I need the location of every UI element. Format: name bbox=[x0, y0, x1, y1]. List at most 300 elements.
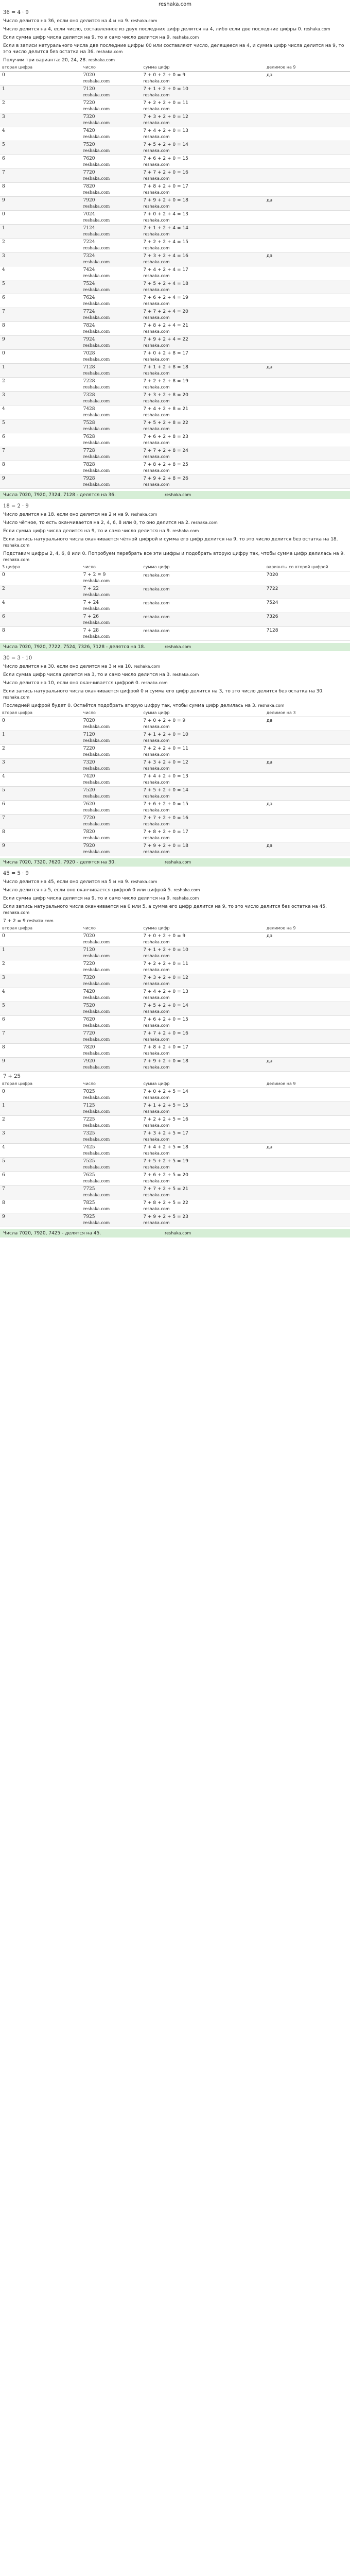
table-cell bbox=[265, 239, 350, 252]
table-cell bbox=[0, 1158, 81, 1172]
watermark-text[interactable]: reshaka.com bbox=[83, 968, 110, 972]
cell-value: 7928 bbox=[83, 476, 95, 481]
cell-value: 6 bbox=[2, 434, 5, 439]
watermark-text[interactable]: reshaka.com bbox=[83, 329, 110, 334]
watermark-text[interactable]: reshaka.com bbox=[83, 1009, 110, 1014]
table-cell bbox=[0, 1172, 81, 1185]
table-row bbox=[0, 1158, 350, 1172]
watermark-text[interactable]: reshaka.com bbox=[83, 93, 110, 97]
table-cell bbox=[141, 842, 264, 856]
intro-text: Если сумма цифр числа делится на 3, то и само число делится на 3. bbox=[3, 672, 171, 677]
watermark-text[interactable]: reshaka.com bbox=[83, 981, 110, 986]
cell-value: 7 + 7 + 2 + 0 = 16 bbox=[143, 170, 188, 175]
watermark-text[interactable]: reshaka.com bbox=[83, 482, 110, 487]
watermark-text[interactable]: reshaka.com bbox=[143, 1051, 170, 1056]
watermark-text[interactable]: reshaka.com bbox=[143, 940, 170, 944]
watermark-text[interactable]: reshaka.com bbox=[83, 371, 110, 376]
watermark-text[interactable]: reshaka.com bbox=[172, 896, 199, 901]
cell-value: 1 bbox=[2, 947, 5, 953]
watermark-text[interactable]: reshaka.com bbox=[143, 232, 170, 236]
watermark-text[interactable]: reshaka.com bbox=[83, 218, 110, 223]
table-cell bbox=[141, 127, 264, 141]
watermark-text[interactable]: reshaka.com bbox=[83, 766, 110, 771]
watermark-text[interactable]: reshaka.com bbox=[83, 1095, 110, 1100]
watermark-text[interactable]: reshaka.com bbox=[83, 1137, 110, 1142]
table-row bbox=[0, 613, 350, 627]
cell-value: 7 bbox=[2, 448, 5, 453]
table-cell bbox=[265, 571, 350, 585]
watermark-text[interactable]: reshaka.com bbox=[143, 371, 170, 376]
cell-value: 4 bbox=[2, 774, 5, 779]
watermark-text[interactable]: reshaka.com bbox=[143, 954, 170, 958]
watermark-text[interactable]: reshaka.com bbox=[143, 794, 170, 799]
watermark-text[interactable]: reshaka.com bbox=[83, 274, 110, 278]
cell-value: 7228 bbox=[83, 379, 95, 384]
cell-value: 7 + 24 bbox=[83, 600, 99, 605]
table-cell bbox=[265, 364, 350, 378]
table-cell bbox=[141, 717, 264, 731]
cell-value: 7325 bbox=[83, 1131, 95, 1136]
watermark-text[interactable]: reshaka.com bbox=[83, 752, 110, 757]
watermark-text[interactable]: reshaka.com bbox=[83, 246, 110, 250]
watermark-text[interactable]: reshaka.com bbox=[83, 79, 110, 83]
cell-value: 7 bbox=[2, 1031, 5, 1036]
watermark-text[interactable]: reshaka.com bbox=[83, 121, 110, 125]
watermark-text[interactable]: reshaka.com bbox=[143, 836, 170, 840]
watermark-text[interactable]: reshaka.com bbox=[88, 58, 115, 62]
watermark-text[interactable]: reshaka.com bbox=[83, 232, 110, 236]
table-cell bbox=[0, 419, 81, 433]
watermark-text[interactable]: reshaka.com bbox=[83, 1123, 110, 1128]
watermark-text[interactable]: reshaka.com bbox=[143, 1221, 170, 1225]
table-cell bbox=[265, 599, 350, 613]
table-cell bbox=[0, 1213, 81, 1227]
cell-value: 7620 bbox=[83, 1017, 95, 1022]
watermark-text[interactable]: reshaka.com bbox=[83, 1221, 110, 1225]
watermark-text[interactable]: reshaka.com bbox=[143, 190, 170, 195]
table-row bbox=[0, 1102, 350, 1116]
watermark-text[interactable]: reshaka.com bbox=[83, 1165, 110, 1170]
section bbox=[0, 501, 350, 653]
watermark-text[interactable]: reshaka.com bbox=[83, 287, 110, 292]
cell-value: 7 + 2 + 2 + 4 = 15 bbox=[143, 240, 188, 245]
intro-line bbox=[0, 686, 350, 701]
mid-line: 7 + 25 bbox=[3, 1074, 21, 1079]
watermark-text[interactable]: reshaka.com bbox=[83, 162, 110, 167]
table-row bbox=[0, 1199, 350, 1213]
watermark-text[interactable]: reshaka.com bbox=[143, 1137, 170, 1142]
watermark-text[interactable]: reshaka.com bbox=[83, 780, 110, 785]
table-cell bbox=[265, 280, 350, 294]
watermark-text[interactable]: reshaka.com bbox=[172, 529, 199, 533]
watermark-text[interactable]: reshaka.com bbox=[143, 1207, 170, 1211]
watermark-text[interactable]: reshaka.com bbox=[143, 329, 170, 334]
watermark-text[interactable]: reshaka.com bbox=[96, 49, 123, 54]
watermark-text[interactable]: reshaka.com bbox=[143, 148, 170, 153]
cell-value: 7 + 0 + 2 + 4 = 13 bbox=[143, 212, 188, 217]
intro-line bbox=[0, 877, 350, 885]
cell-value: 7 + 3 + 2 + 0 = 12 bbox=[143, 114, 188, 120]
watermark-text[interactable]: reshaka.com bbox=[83, 738, 110, 743]
table-cell bbox=[81, 571, 142, 585]
intro-line bbox=[0, 902, 350, 916]
table-cell bbox=[265, 842, 350, 856]
watermark-text[interactable]: reshaka.com bbox=[83, 592, 110, 597]
watermark-text[interactable]: reshaka.com bbox=[143, 615, 170, 619]
watermark-text[interactable]: reshaka.com bbox=[173, 888, 200, 892]
watermark-text[interactable]: reshaka.com bbox=[143, 121, 170, 125]
watermark-text[interactable]: reshaka.com bbox=[143, 413, 170, 417]
watermark-text[interactable]: reshaka.com bbox=[83, 399, 110, 403]
watermark-text[interactable]: reshaka.com bbox=[131, 879, 157, 884]
table-cell bbox=[141, 1116, 264, 1130]
watermark-text[interactable]: reshaka.com bbox=[83, 634, 110, 639]
column-header: число bbox=[81, 563, 142, 571]
table-cell bbox=[141, 731, 264, 745]
table-cell bbox=[141, 599, 264, 613]
watermark-text[interactable]: reshaka.com bbox=[133, 664, 161, 669]
table-cell bbox=[141, 787, 264, 801]
cell-value: 3 bbox=[2, 975, 5, 980]
watermark-text[interactable]: reshaka.com bbox=[143, 246, 170, 250]
watermark-text[interactable]: reshaka.com bbox=[165, 645, 191, 649]
table-cell bbox=[81, 127, 142, 141]
watermark-text[interactable]: reshaka.com bbox=[83, 808, 110, 812]
watermark-text[interactable]: reshaka.com bbox=[143, 968, 170, 972]
watermark-text[interactable]: reshaka.com bbox=[165, 493, 191, 497]
table-cell bbox=[265, 1044, 350, 1058]
watermark-text[interactable]: reshaka.com bbox=[83, 413, 110, 417]
watermark-text[interactable]: reshaka.com bbox=[83, 940, 110, 944]
watermark-text[interactable]: reshaka.com bbox=[165, 1231, 191, 1235]
watermark-text[interactable]: reshaka.com bbox=[3, 695, 30, 700]
watermark-text[interactable]: reshaka.com bbox=[143, 343, 170, 348]
table-cell bbox=[0, 585, 81, 599]
watermark-text[interactable]: reshaka.com bbox=[131, 19, 157, 23]
watermark-text[interactable]: reshaka.com bbox=[83, 260, 110, 264]
cell-value: 8 bbox=[2, 462, 5, 467]
watermark-text[interactable]: reshaka.com bbox=[143, 1065, 170, 1070]
cell-value: 5 bbox=[2, 281, 5, 286]
watermark-text[interactable]: reshaka.com bbox=[83, 385, 110, 389]
watermark-text[interactable]: reshaka.com bbox=[83, 343, 110, 348]
table-cell bbox=[0, 197, 81, 211]
column-header: сумма цифр bbox=[141, 924, 264, 933]
table-cell bbox=[0, 599, 81, 613]
cell-value: 7 + 2 + 2 + 0 = 11 bbox=[143, 100, 188, 106]
cell-value: да bbox=[266, 1145, 273, 1150]
cell-value: 6 bbox=[2, 614, 5, 619]
watermark-text[interactable]: reshaka.com bbox=[83, 427, 110, 431]
column-header: сумма цифр bbox=[141, 1080, 264, 1088]
watermark-text[interactable]: reshaka.com bbox=[143, 1109, 170, 1114]
cell-value: 7220 bbox=[83, 961, 95, 967]
watermark-text[interactable]: reshaka.com bbox=[258, 703, 285, 708]
cell-value: 5 bbox=[2, 1003, 5, 1008]
watermark-text[interactable]: reshaka.com bbox=[143, 482, 170, 487]
watermark-text[interactable]: reshaka.com bbox=[143, 587, 170, 591]
table-cell bbox=[0, 627, 81, 641]
watermark-text[interactable]: reshaka.com bbox=[143, 162, 170, 167]
watermark-text[interactable]: reshaka.com bbox=[143, 601, 170, 605]
watermark-text[interactable]: reshaka.com bbox=[83, 357, 110, 362]
watermark-text[interactable]: reshaka.com bbox=[83, 1037, 110, 1042]
table-row bbox=[0, 627, 350, 641]
table-cell bbox=[141, 1144, 264, 1158]
watermark-text[interactable]: reshaka.com bbox=[143, 315, 170, 320]
site-header[interactable] bbox=[0, 0, 350, 8]
table-row bbox=[0, 141, 350, 155]
watermark-text[interactable]: reshaka.com bbox=[83, 176, 110, 181]
calc-table bbox=[0, 709, 350, 856]
table-cell bbox=[0, 211, 81, 225]
watermark-text[interactable]: reshaka.com bbox=[143, 752, 170, 757]
table-cell bbox=[0, 613, 81, 627]
table-cell bbox=[81, 787, 142, 801]
table-cell bbox=[141, 433, 264, 447]
watermark-text[interactable]: reshaka.com bbox=[27, 919, 54, 923]
table-header-row bbox=[0, 1080, 350, 1088]
cell-value: 4 bbox=[2, 600, 5, 605]
watermark-text[interactable]: reshaka.com bbox=[3, 543, 30, 548]
table-header-row bbox=[0, 63, 350, 72]
watermark-text[interactable]: reshaka.com bbox=[3, 557, 30, 562]
watermark-text[interactable]: reshaka.com bbox=[83, 724, 110, 729]
section-heading: 30 = 3 · 10 bbox=[3, 655, 32, 661]
watermark-text[interactable]: reshaka.com bbox=[83, 1065, 110, 1070]
watermark-text[interactable]: reshaka.com bbox=[143, 822, 170, 826]
watermark-text[interactable]: reshaka.com bbox=[143, 1095, 170, 1100]
table-cell bbox=[81, 1058, 142, 1072]
watermark-text[interactable]: reshaka.com bbox=[83, 454, 110, 459]
watermark-text[interactable]: reshaka.com bbox=[143, 1151, 170, 1156]
table-cell bbox=[141, 946, 264, 960]
table-cell bbox=[0, 475, 81, 489]
watermark-text[interactable]: reshaka.com bbox=[191, 520, 218, 525]
table-cell bbox=[0, 933, 81, 946]
table-cell bbox=[0, 1030, 81, 1044]
watermark-text[interactable]: reshaka.com bbox=[143, 260, 170, 264]
watermark-text[interactable]: reshaka.com bbox=[83, 440, 110, 445]
watermark-text[interactable]: reshaka.com bbox=[143, 218, 170, 223]
watermark-text[interactable]: reshaka.com bbox=[143, 107, 170, 111]
watermark-text[interactable]: reshaka.com bbox=[131, 512, 157, 517]
watermark-text[interactable]: reshaka.com bbox=[83, 190, 110, 195]
watermark-text[interactable]: reshaka.com bbox=[83, 836, 110, 840]
watermark-text[interactable]: reshaka.com bbox=[83, 579, 110, 583]
cell-value: 7 + 1 + 2 + 4 = 14 bbox=[143, 226, 188, 231]
watermark-text[interactable]: reshaka.com bbox=[83, 1023, 110, 1028]
table-row bbox=[0, 731, 350, 745]
intro-line bbox=[0, 518, 350, 526]
cell-value: 7020 bbox=[83, 718, 95, 723]
watermark-text[interactable]: reshaka.com bbox=[143, 399, 170, 403]
watermark-text[interactable]: reshaka.com bbox=[143, 724, 170, 729]
watermark-text[interactable]: reshaka.com bbox=[143, 1037, 170, 1042]
table-cell bbox=[81, 1172, 142, 1185]
cell-value: 7 + 4 + 2 + 0 = 13 bbox=[143, 774, 188, 779]
intro-text: Если сумма цифр числа делится на 9, то и само число делится на 9. bbox=[3, 35, 171, 40]
site-name[interactable]: reshaka.com bbox=[159, 2, 191, 7]
table-cell bbox=[141, 350, 264, 364]
watermark-text[interactable]: reshaka.com bbox=[143, 1009, 170, 1014]
table-row bbox=[0, 211, 350, 225]
table-row bbox=[0, 1088, 350, 1102]
cell-value: 7524 bbox=[266, 600, 278, 605]
watermark-text[interactable]: reshaka.com bbox=[83, 134, 110, 139]
table-cell bbox=[0, 974, 81, 988]
table-row bbox=[0, 447, 350, 461]
watermark-text[interactable]: reshaka.com bbox=[172, 35, 199, 40]
watermark-text[interactable]: reshaka.com bbox=[83, 1179, 110, 1183]
cell-value: 3 bbox=[2, 1131, 5, 1136]
watermark-text[interactable]: reshaka.com bbox=[83, 954, 110, 958]
watermark-text[interactable]: reshaka.com bbox=[143, 385, 170, 389]
watermark-text[interactable]: reshaka.com bbox=[143, 454, 170, 459]
table-cell bbox=[81, 197, 142, 211]
watermark-text[interactable]: reshaka.com bbox=[83, 1051, 110, 1056]
table-cell bbox=[141, 1199, 264, 1213]
table-cell bbox=[81, 86, 142, 99]
table-cell bbox=[265, 113, 350, 127]
watermark-text[interactable]: reshaka.com bbox=[3, 910, 30, 915]
watermark-text[interactable]: reshaka.com bbox=[143, 427, 170, 431]
table-cell bbox=[265, 433, 350, 447]
watermark-text[interactable]: reshaka.com bbox=[143, 1165, 170, 1170]
watermark-text[interactable]: reshaka.com bbox=[83, 1193, 110, 1197]
watermark-text[interactable]: reshaka.com bbox=[83, 1151, 110, 1156]
cell-value: 2 bbox=[2, 379, 5, 384]
watermark-text[interactable]: reshaka.com bbox=[143, 79, 170, 83]
cell-value: 7 + 3 + 2 + 8 = 20 bbox=[143, 393, 188, 398]
watermark-text[interactable]: reshaka.com bbox=[83, 620, 110, 625]
watermark-text[interactable]: reshaka.com bbox=[143, 93, 170, 97]
table-cell bbox=[81, 405, 142, 419]
watermark-text[interactable]: reshaka.com bbox=[83, 1109, 110, 1114]
watermark-text[interactable]: reshaka.com bbox=[165, 860, 191, 865]
cell-value: 7 + 4 + 2 + 5 = 18 bbox=[143, 1145, 188, 1150]
watermark-text[interactable]: reshaka.com bbox=[143, 629, 170, 633]
watermark-text[interactable]: reshaka.com bbox=[143, 1179, 170, 1183]
table-cell bbox=[141, 585, 264, 599]
watermark-text[interactable]: reshaka.com bbox=[83, 850, 110, 854]
watermark-text[interactable]: reshaka.com bbox=[141, 681, 168, 685]
cell-value: 8 bbox=[2, 323, 5, 328]
table-row bbox=[0, 183, 350, 197]
watermark-text[interactable]: reshaka.com bbox=[83, 148, 110, 153]
cell-value: да bbox=[266, 718, 273, 723]
watermark-text[interactable]: reshaka.com bbox=[83, 1207, 110, 1211]
cell-value: 3 bbox=[2, 114, 5, 120]
table-cell bbox=[0, 252, 81, 266]
cell-value: 7 + 1 + 2 + 5 = 15 bbox=[143, 1103, 188, 1108]
cell-value: 7 + 1 + 2 + 0 = 10 bbox=[143, 732, 188, 737]
table-cell bbox=[0, 350, 81, 364]
column-header: число bbox=[81, 63, 142, 72]
table-cell bbox=[81, 433, 142, 447]
intro-text: Если запись натурального числа оканчивается цифрой 0 и сумма его цифр делится на 3, то это число делится без остатка на 30. bbox=[3, 689, 324, 694]
table-row bbox=[0, 815, 350, 828]
table-row bbox=[0, 433, 350, 447]
watermark-text[interactable]: reshaka.com bbox=[143, 301, 170, 306]
watermark-text[interactable]: reshaka.com bbox=[143, 287, 170, 292]
watermark-text[interactable]: reshaka.com bbox=[143, 134, 170, 139]
table-cell bbox=[265, 717, 350, 731]
watermark-text[interactable]: reshaka.com bbox=[143, 204, 170, 209]
watermark-text[interactable]: reshaka.com bbox=[143, 850, 170, 854]
table-cell bbox=[141, 308, 264, 322]
table-row bbox=[0, 759, 350, 773]
watermark-text[interactable]: reshaka.com bbox=[83, 301, 110, 306]
watermark-text[interactable]: reshaka.com bbox=[143, 573, 170, 578]
watermark-text[interactable]: reshaka.com bbox=[143, 981, 170, 986]
watermark-text[interactable]: reshaka.com bbox=[83, 315, 110, 320]
table-cell bbox=[265, 1158, 350, 1172]
column-header: сумма цифр bbox=[141, 709, 264, 717]
table-cell bbox=[0, 828, 81, 842]
watermark-text[interactable]: reshaka.com bbox=[172, 672, 199, 677]
watermark-text[interactable]: reshaka.com bbox=[143, 995, 170, 1000]
watermark-text[interactable]: reshaka.com bbox=[83, 822, 110, 826]
table-cell bbox=[141, 113, 264, 127]
table-row bbox=[0, 99, 350, 113]
watermark-text[interactable]: reshaka.com bbox=[304, 27, 330, 31]
intro-text: Последней цифрой будет 0. Остаётся подобрать вторую цифру так, чтобы сумма цифр делилась на 3. bbox=[3, 703, 257, 708]
watermark-text[interactable]: reshaka.com bbox=[143, 780, 170, 785]
cell-value: 0 bbox=[2, 73, 5, 78]
table-cell bbox=[265, 1116, 350, 1130]
watermark-text[interactable]: reshaka.com bbox=[143, 274, 170, 278]
section-gap bbox=[0, 1238, 350, 1240]
watermark-text[interactable]: reshaka.com bbox=[83, 204, 110, 209]
watermark-text[interactable]: reshaka.com bbox=[83, 995, 110, 1000]
watermark-text[interactable]: reshaka.com bbox=[143, 440, 170, 445]
table-cell bbox=[0, 336, 81, 350]
watermark-text[interactable]: reshaka.com bbox=[143, 1023, 170, 1028]
cell-value: 7128 bbox=[266, 628, 278, 633]
watermark-text[interactable]: reshaka.com bbox=[143, 766, 170, 771]
cell-value: 7 + 3 + 2 + 0 = 12 bbox=[143, 975, 188, 980]
cell-value: 7 + 7 + 2 + 5 = 21 bbox=[143, 1187, 188, 1192]
watermark-text[interactable]: reshaka.com bbox=[83, 468, 110, 473]
table-cell bbox=[141, 828, 264, 842]
table-row bbox=[0, 960, 350, 974]
watermark-text[interactable]: reshaka.com bbox=[143, 738, 170, 743]
watermark-text[interactable]: reshaka.com bbox=[143, 176, 170, 181]
table-row bbox=[0, 1016, 350, 1030]
watermark-text[interactable]: reshaka.com bbox=[83, 107, 110, 111]
cell-value: 7328 bbox=[83, 393, 95, 398]
table-row bbox=[0, 842, 350, 856]
watermark-text[interactable]: reshaka.com bbox=[143, 1123, 170, 1128]
watermark-text[interactable]: reshaka.com bbox=[83, 794, 110, 799]
watermark-text[interactable]: reshaka.com bbox=[143, 468, 170, 473]
watermark-text[interactable]: reshaka.com bbox=[143, 808, 170, 812]
table-cell bbox=[141, 933, 264, 946]
watermark-text[interactable]: reshaka.com bbox=[143, 1193, 170, 1197]
table-cell bbox=[81, 1088, 142, 1102]
table-cell bbox=[265, 1199, 350, 1213]
table-cell bbox=[0, 155, 81, 169]
table-row bbox=[0, 378, 350, 392]
table-cell bbox=[265, 1030, 350, 1044]
table-cell bbox=[81, 988, 142, 1002]
watermark-text[interactable]: reshaka.com bbox=[143, 357, 170, 362]
watermark-text[interactable]: reshaka.com bbox=[83, 606, 110, 611]
table-cell bbox=[81, 745, 142, 759]
intro-text: Получим три варианта: 20, 24, 28. bbox=[3, 58, 87, 63]
content bbox=[0, 8, 350, 1240]
